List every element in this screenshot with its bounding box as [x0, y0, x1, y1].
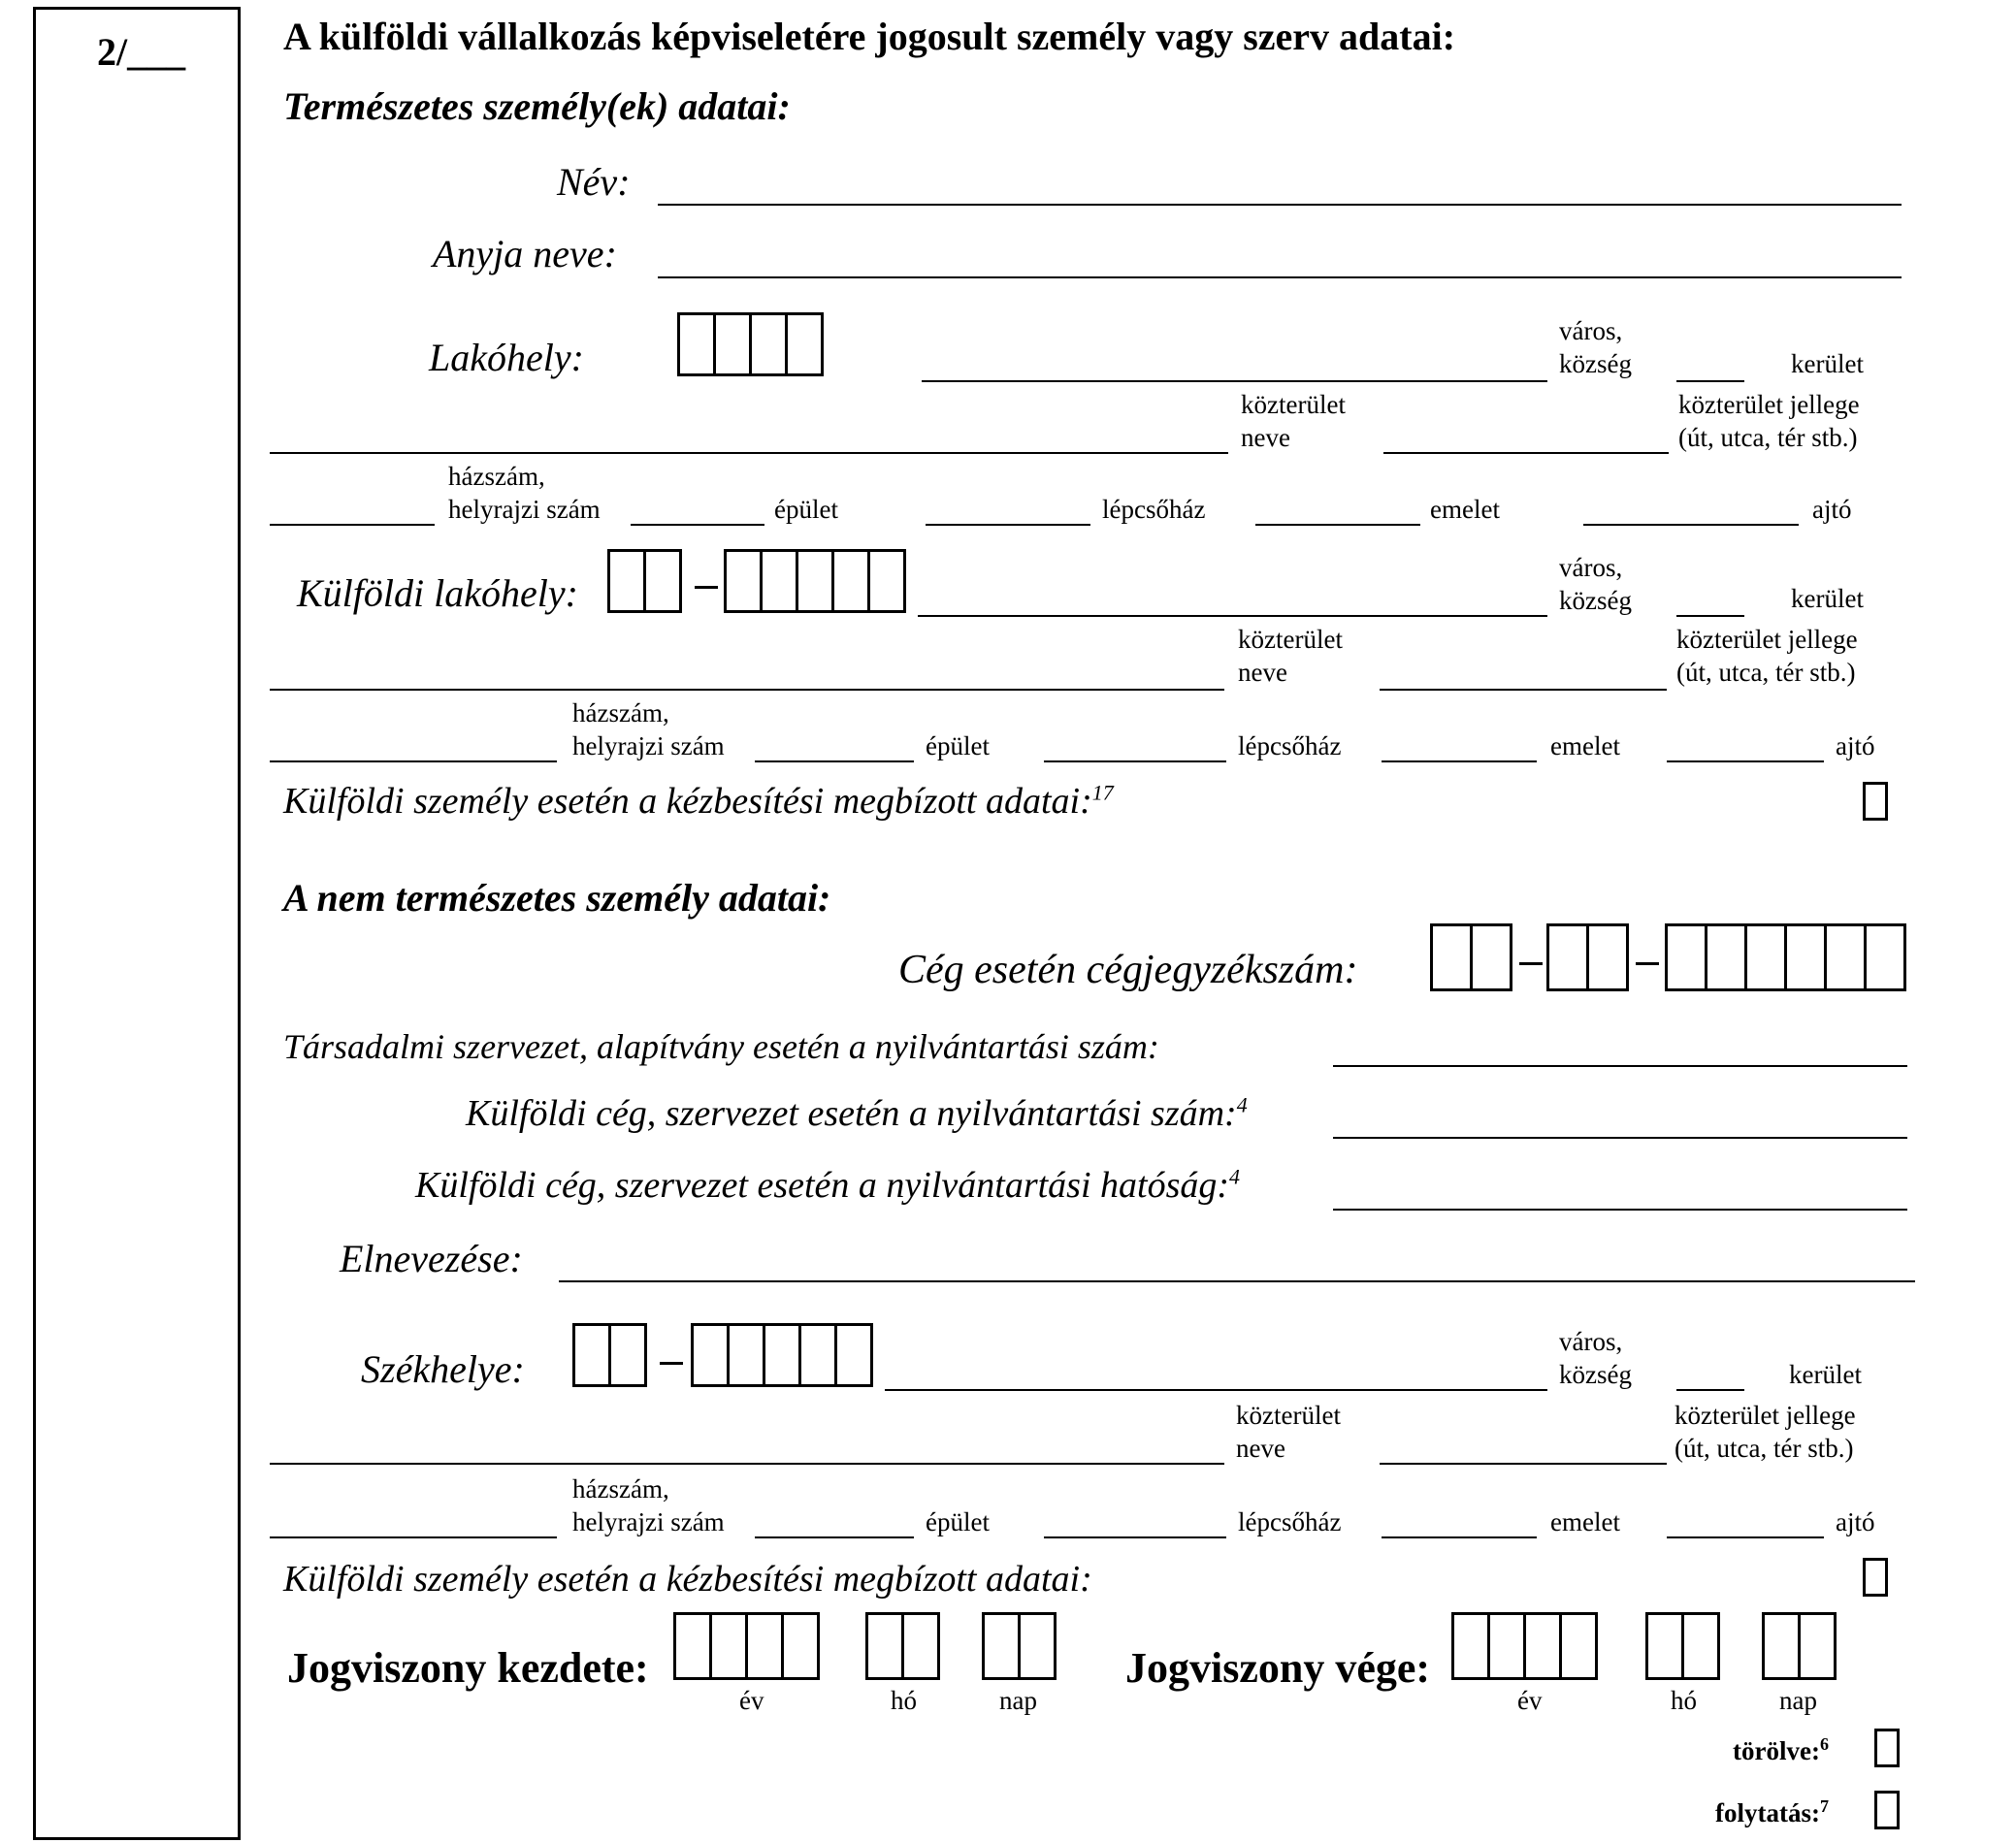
building-field[interactable]	[631, 524, 764, 526]
residence-label: Lakóhely:	[429, 336, 584, 379]
street-type-field[interactable]	[1380, 1463, 1667, 1465]
stair-field[interactable]	[926, 524, 1090, 526]
start-year-boxes[interactable]	[673, 1612, 820, 1680]
city-label: város, község	[1559, 316, 1632, 378]
end-month-label: hó	[1671, 1686, 1697, 1715]
end-year-boxes[interactable]	[1451, 1612, 1598, 1680]
seat-country-boxes[interactable]	[572, 1323, 647, 1387]
dash	[660, 1362, 683, 1365]
foreign-residence-postcode-boxes[interactable]	[724, 549, 906, 613]
foreign-residence-city-field[interactable]	[918, 615, 1547, 617]
district-label: kerület	[1789, 1360, 1862, 1389]
ngo-label: Társadalmi szervezet, alapítvány esetén a nyilvántartási szám:	[283, 1027, 1159, 1066]
page-number-box	[33, 7, 241, 1840]
legal-delivery-checkbox[interactable]	[1863, 1558, 1888, 1597]
foreign-authority-field[interactable]	[1333, 1209, 1907, 1211]
dash	[695, 586, 718, 589]
start-day-boxes[interactable]	[982, 1612, 1057, 1680]
company-reg-boxes-2[interactable]	[1546, 923, 1629, 991]
natural-delivery-checkbox[interactable]	[1863, 782, 1888, 821]
street-name-field[interactable]	[270, 689, 1224, 691]
city-label: város, község	[1559, 553, 1632, 615]
house-number-label: házszám, helyrajzi szám	[572, 698, 725, 760]
floor-field[interactable]	[1255, 524, 1420, 526]
stair-label: lépcsőház	[1102, 495, 1206, 524]
house-number-label: házszám, helyrajzi szám	[448, 462, 601, 524]
floor-label: emelet	[1550, 731, 1620, 760]
door-field[interactable]	[1667, 1536, 1824, 1538]
residence-postcode-boxes[interactable]	[677, 312, 824, 376]
stair-label: lépcsőház	[1238, 731, 1342, 760]
street-type-label: közterület jellege (út, utca, tér stb.)	[1676, 625, 1858, 687]
legal-delivery-label: Külföldi személy esetén a kézbesítési megbízott adatai:	[283, 1559, 1092, 1600]
deleted-checkbox[interactable]	[1874, 1729, 1900, 1767]
foreign-authority-label: Külföldi cég, szervezet esetén a nyilvántartási hatóság:$^4$	[415, 1164, 1241, 1206]
house-number-label: házszám, helyrajzi szám	[572, 1474, 725, 1536]
floor-field[interactable]	[1382, 760, 1537, 762]
continuation-label: folytatás:$^7$	[1715, 1796, 1829, 1827]
relationship-end-label: Jogviszony vége:	[1125, 1644, 1431, 1692]
district-field[interactable]	[1676, 1389, 1744, 1391]
floor-label: emelet	[1550, 1507, 1620, 1536]
mother-name-label: Anyja neve:	[433, 232, 617, 275]
street-name-label: közterület neve	[1236, 1401, 1341, 1463]
stair-field[interactable]	[1044, 760, 1226, 762]
residence-city-field[interactable]	[922, 380, 1547, 382]
foreign-residence-country-boxes[interactable]	[607, 549, 682, 613]
seat-city-field[interactable]	[885, 1389, 1547, 1391]
house-number-field[interactable]	[270, 760, 557, 762]
district-field[interactable]	[1676, 380, 1744, 382]
floor-field[interactable]	[1382, 1536, 1537, 1538]
foreign-reg-no-label: Külföldi cég, szervezet esetén a nyilvántartási szám:$^4$	[466, 1092, 1248, 1134]
street-name-field[interactable]	[270, 1463, 1224, 1465]
building-label: épület	[774, 495, 838, 524]
building-label: épület	[926, 731, 990, 760]
name-label: Név:	[557, 160, 631, 204]
district-label: kerület	[1791, 584, 1864, 613]
end-month-boxes[interactable]	[1645, 1612, 1720, 1680]
continuation-checkbox[interactable]	[1874, 1791, 1900, 1829]
city-label: város, község	[1559, 1327, 1632, 1389]
house-number-field[interactable]	[270, 1536, 557, 1538]
seat-postcode-boxes[interactable]	[691, 1323, 873, 1387]
end-year-label: év	[1517, 1686, 1543, 1715]
dash	[1519, 962, 1543, 965]
natural-heading: Természetes személy(ek) adatai:	[283, 84, 791, 128]
page-number: 2/___	[97, 30, 186, 74]
district-label: kerület	[1791, 349, 1864, 378]
street-name-label: közterület neve	[1241, 390, 1346, 452]
start-day-label: nap	[999, 1686, 1037, 1715]
building-field[interactable]	[755, 1536, 914, 1538]
ngo-number-field[interactable]	[1333, 1065, 1907, 1067]
legal-heading: A nem természetes személy adatai:	[283, 876, 831, 920]
street-name-label: közterület neve	[1238, 625, 1343, 687]
door-field[interactable]	[1667, 760, 1824, 762]
street-type-label: közterület jellege (út, utca, tér stb.)	[1675, 1401, 1856, 1463]
door-label: ajtó	[1812, 495, 1852, 524]
company-reg-boxes-3[interactable]	[1665, 923, 1906, 991]
page-title: A külföldi vállalkozás képviseletére jogosult személy vagy szerv adatai:	[283, 15, 1456, 58]
building-field[interactable]	[755, 760, 914, 762]
building-label: épület	[926, 1507, 990, 1536]
stair-field[interactable]	[1044, 1536, 1226, 1538]
deleted-label: törölve:$^6$	[1733, 1734, 1829, 1765]
company-reg-boxes-1[interactable]	[1430, 923, 1512, 991]
street-type-field[interactable]	[1383, 452, 1669, 454]
seat-label: Székhelye:	[361, 1347, 525, 1391]
district-field[interactable]	[1676, 615, 1744, 617]
natural-delivery-label: Külföldi személy esetén a kézbesítési megbízott adatai:$^{17}$	[283, 780, 1114, 822]
foreign-residence-label: Külföldi lakóhely:	[297, 571, 578, 615]
door-field[interactable]	[1583, 524, 1799, 526]
street-type-field[interactable]	[1380, 689, 1667, 691]
street-type-label: közterület jellege (út, utca, tér stb.)	[1678, 390, 1860, 452]
start-month-label: hó	[891, 1686, 917, 1715]
end-day-label: nap	[1779, 1686, 1817, 1715]
door-label: ajtó	[1836, 1507, 1875, 1536]
relationship-start-label: Jogviszony kezdete:	[287, 1644, 649, 1692]
door-label: ajtó	[1836, 731, 1875, 760]
mother-name-field[interactable]	[658, 276, 1902, 278]
house-number-field[interactable]	[270, 524, 435, 526]
name-field[interactable]	[658, 204, 1902, 206]
start-month-boxes[interactable]	[865, 1612, 940, 1680]
entity-name-field[interactable]	[559, 1280, 1915, 1282]
company-reg-label: Cég esetén cégjegyzékszám:	[898, 948, 1358, 992]
end-day-boxes[interactable]	[1762, 1612, 1837, 1680]
start-year-label: év	[739, 1686, 764, 1715]
foreign-reg-no-field[interactable]	[1333, 1137, 1907, 1139]
street-name-field[interactable]	[270, 452, 1228, 454]
entity-name-label: Elnevezése:	[340, 1237, 523, 1280]
stair-label: lépcsőház	[1238, 1507, 1342, 1536]
floor-label: emelet	[1430, 495, 1500, 524]
dash	[1636, 962, 1659, 965]
